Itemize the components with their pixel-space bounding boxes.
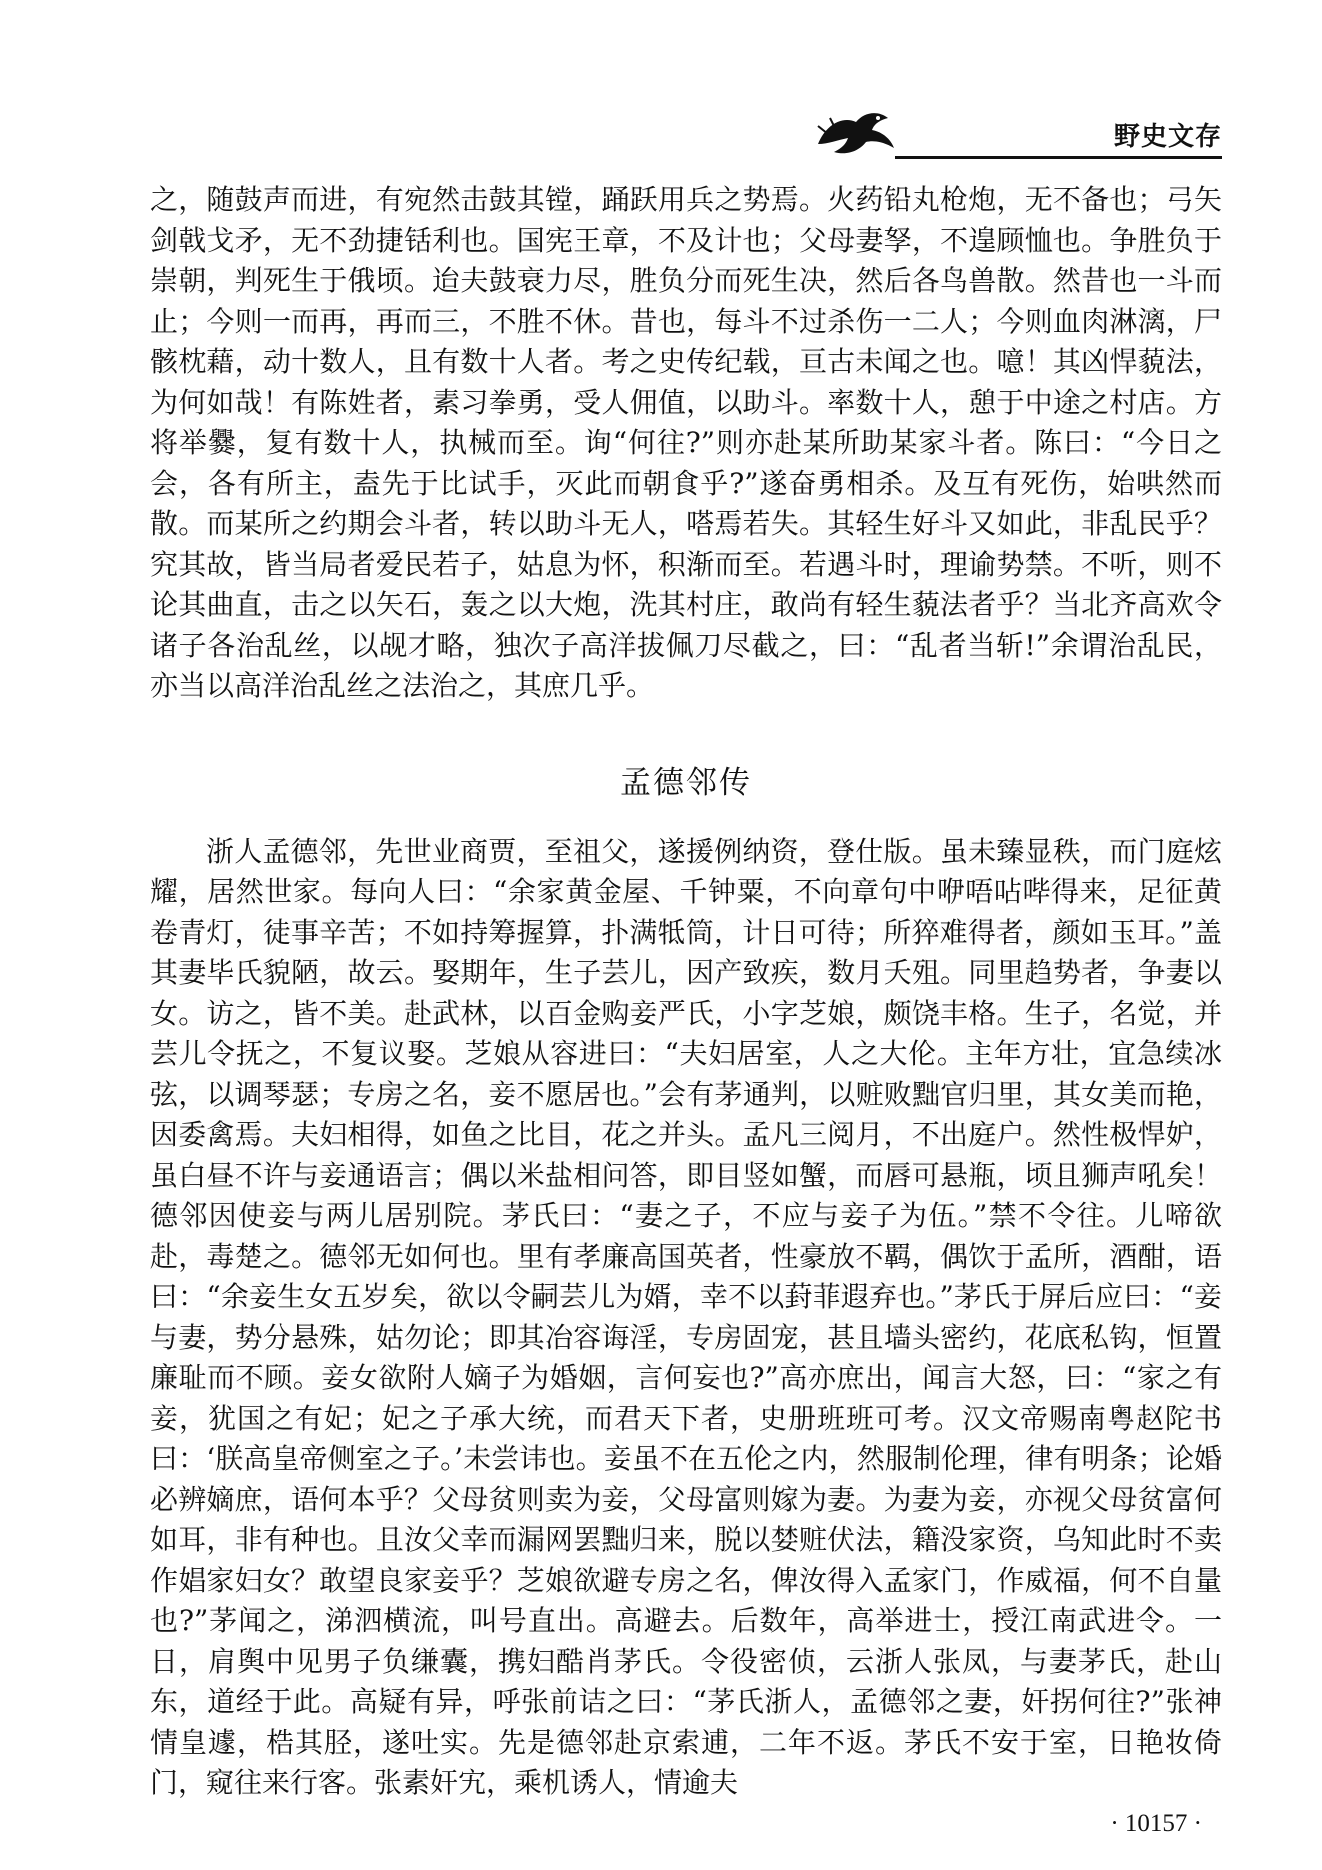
paragraph-main: 浙人孟德邻，先世业商贾，至祖父，遂援例纳资，登仕版。虽未臻显秩，而门庭炫耀，居然世家。每向人曰：“余家黄金屋、千钟粟，不向章句中咿唔呫哔得来，足征黄卷青灯，徒事辛苦；不如持筹握算，扑满牴筒，计日可待；所猝难得者，颜如玉耳。”盖其妻毕氏貌陋，故云。娶期年，生子芸儿，因产致疾，数月夭殂。同里趋势者，争妻以女。访之，皆不美。赴武林，以百金购妾严氏，小字芝娘，颇饶丰格。生子，名觉，并芸儿令抚之，不复议娶。芝娘从容进曰：“夫妇居室，人之大伦。主年方壮，宜急续冰弦，以调琴瑟；专房之名，妾不愿居也。”会有茅通判，以赃败黜官归里，其女美而艳，因委禽焉。夫妇相得，如鱼之比目，花之并头。孟凡三阅月，不出庭户。然性极悍妒，虽白昼不许与妾通语言；偶以米盐相问答，即目竖如蟹，而唇可悬瓶，顷且狮声吼矣！德邻因使妾与两儿居别院。茅氏曰：“妻之子，不应与妾子为伍。”禁不令往。儿啼欲赴，毒楚之。德邻无如何也。里有孝廉高国英者，性豪放不羁，偶饮于孟所，酒酣，语曰：“余妾生女五岁矣，欲以令嗣芸儿为婿，幸不以葑菲遐弃也。”茅氏于屏后应曰：“妾与妻，势分悬殊，姑勿论；即其冶容诲淫，专房固宠，甚且墙头密约，花底私钩，恒置廉耻而不顾。妾女欲附人嫡子为婚姻，言何妄也?”高亦庶出，闻言大怒，曰：“家之有妾，犹国之有妃；妃之子承大统，而君天下者，史册班班可考。汉文帝赐南粤赵陀书曰：‘朕高皇帝侧室之子。’未尝讳也。妾虽不在五伦之内，然服制伦理，律有明条；论婚必辨嫡庶，语何本乎？父母贫则卖为妾，父母富则嫁为妻。为妻为妾，亦视父母贫富何如耳，非有种也。且汝父幸而漏网罢黜归来，脱以婪赃伏法，籍没家资，乌知此时不卖作娼家妇女？敢望良家妾乎？芝娘欲避专房之名，俾汝得入孟家门，作威福，何不自量也?”茅闻之，涕泗横流，叫号直出。高避去。后数年，高举进士，授江南武进令。一日，肩舆中见男子负缣囊，携妇酷肖茅氏。令役密侦，云浙人张凤，与妻茅氏，赴山东，道经于此。高疑有异，呼张前诘之曰：“茅氏浙人，孟德邻之妻，奸拐何往?”张神情皇遽，梏其胫，遂吐实。先是德邻赴京索逋，二年不返。茅氏不安于室，日艳妆倚门，窥往来行客。张素奸宄，乘机诱人，情逾夫 xyxy=(150,834,1222,1799)
page-content xyxy=(150,180,1222,1804)
paragraph-continued: 之，随鼓声而进，有宛然击鼓其镗，踊跃用兵之势焉。火药铅丸枪炮，无不备也；弓矢剑戟戈矛，无不劲捷铦利也。国宪王章，不及计也；父母妻孥，不遑顾恤也。争胜负于崇朝，判死生于俄顷。迨夫鼓衰力尽，胜负分而死生决，然后各鸟兽散。然昔也一斗而止；今则一而再，再而三，不胜不休。昔也，每斗不过杀伤一二人；今则血肉淋漓，尸骸枕藉，动十数人，且有数十人者。考之史传纪载，亘古未闻之也。噫！其凶悍藐法，为何如哉！有陈姓者，素习拳勇，受人佣值，以助斗。率数十人，憩于中途之村店。方将举爨，复有数十人，执械而至。询“何往?”则亦赴某所助某家斗者。陈曰：“今日之会，各有所主，盍先于比试手，灭此而朝食乎?”遂奋勇相杀。及互有死伤，始哄然而散。而某所之约期会斗者，转以助斗无人，嗒焉若失。其轻生好斗又如此，非乱民乎？究其故，皆当局者爱民若子，姑息为怀，积渐而至。若遇斗时，理谕势禁。不听，则不论其曲直，击之以矢石，轰之以大炮，洗其村庄，敢尚有轻生藐法者乎？当北齐高欢令诸子各治乱丝，以觇才略，独次子高洋拔佩刀尽截之，曰：“乱者当斩!”余谓治乱民，亦当以高洋治乱丝之法治之，其庶几乎。 xyxy=(150,183,1222,702)
header-rule xyxy=(895,156,1222,159)
page-number: · 10157 · xyxy=(1110,1810,1202,1837)
page-header xyxy=(800,104,1222,160)
section-title: 孟德邻传 xyxy=(620,764,752,801)
series-title: 野史文存 xyxy=(1113,122,1222,152)
dragon-emblem-icon xyxy=(808,104,898,160)
